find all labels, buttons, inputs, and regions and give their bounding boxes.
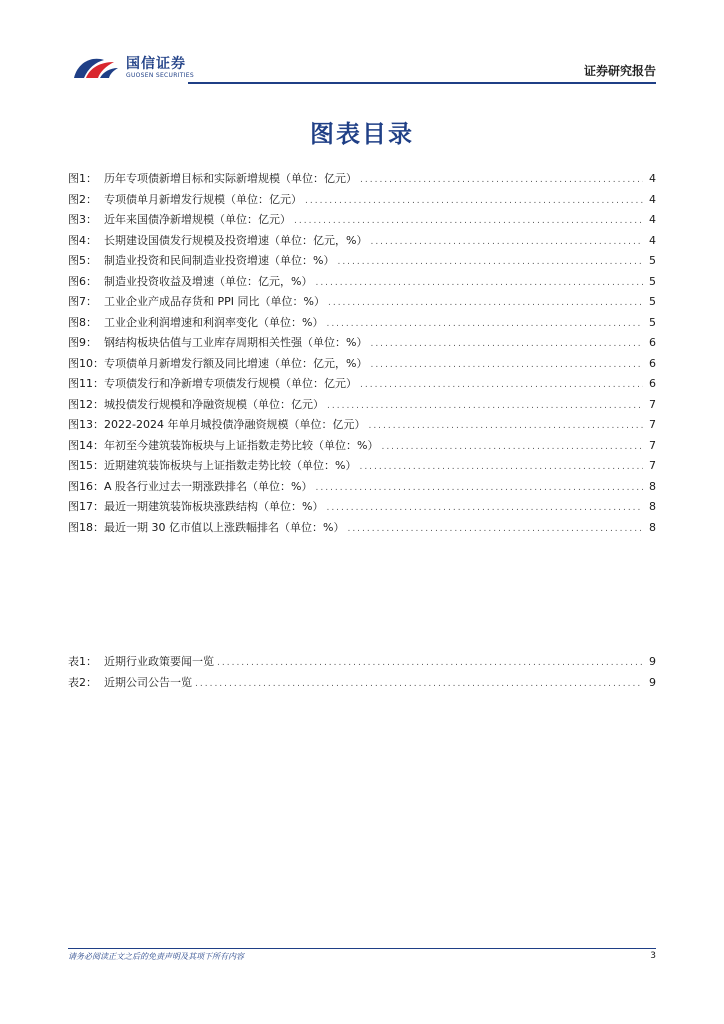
- toc-entry-page: 4: [649, 192, 656, 206]
- toc-entry-figure-8[interactable]: [68, 313, 656, 334]
- toc-entry-title: 钢结构板块估值与工业库存周期相关性强（单位：%）: [104, 336, 368, 349]
- toc-entry-title: 年初至今建筑装饰板块与上证指数走势比较（单位：%）: [104, 438, 379, 452]
- toc-entry-page: 5: [649, 254, 656, 267]
- dot-leader: [337, 252, 643, 273]
- header-divider: [188, 82, 656, 84]
- toc-entry-label: 图16：: [68, 479, 104, 493]
- disclaimer-note: 请务必阅读正文之后的免责声明及其项下所有内容: [68, 952, 244, 961]
- toc-entry-figure-6[interactable]: [68, 272, 656, 293]
- toc-entry-title: A 股各行业过去一期涨跌排名（单位：%）: [104, 479, 313, 493]
- dot-leader: [359, 457, 643, 478]
- dot-leader: [195, 674, 643, 695]
- toc-entry-figure-14[interactable]: [68, 436, 656, 457]
- toc-entry-table-1[interactable]: [68, 652, 656, 673]
- toc-entry-figure-7[interactable]: [68, 292, 656, 313]
- toc-entry-label: 图2：: [68, 192, 97, 206]
- toc-entry-figure-2[interactable]: [68, 190, 656, 211]
- toc-entry-page: 7: [649, 438, 656, 452]
- dot-leader: [315, 478, 643, 499]
- toc-entry-page: 6: [649, 377, 656, 390]
- toc-entry-title: 最近一期 30 亿市值以上涨跌幅排名（单位：%）: [104, 520, 345, 534]
- toc-entry-title: 制造业投资收益及增速（单位：亿元，%）: [104, 274, 313, 288]
- dot-leader: [315, 273, 643, 294]
- toc-entry-page: 5: [649, 274, 656, 288]
- toc-entry-figure-4[interactable]: [68, 231, 656, 252]
- report-type-label: 证券研究报告: [583, 64, 656, 78]
- toc-entry-page: 9: [649, 655, 656, 668]
- toc-entry-figure-18[interactable]: [68, 518, 656, 539]
- toc-entry-title: 城投债发行规模和净融资规模（单位：亿元）: [104, 397, 324, 411]
- toc-entry-label: 图11：: [68, 377, 104, 390]
- dot-leader: [326, 314, 643, 335]
- toc-entry-page: 8: [649, 500, 656, 513]
- footer-divider: [68, 948, 656, 949]
- toc-entry-title: 近期行业政策要闻一览: [104, 655, 214, 668]
- toc-entry-title: 最近一期建筑装饰板块涨跌结构（单位：%）: [104, 500, 324, 513]
- toc-entry-figure-13[interactable]: [68, 415, 656, 436]
- dot-leader: [327, 396, 643, 417]
- toc-entry-figure-3[interactable]: [68, 210, 656, 231]
- toc-entry-label: 图7：: [68, 295, 97, 308]
- toc-entry-figure-10[interactable]: [68, 354, 656, 375]
- toc-entry-label: 表1：: [68, 655, 97, 668]
- dot-leader: [360, 170, 643, 191]
- toc-entry-title: 专项债发行和净新增专项债发行规模（单位：亿元）: [104, 377, 357, 390]
- toc-entry-figure-12[interactable]: [68, 395, 656, 416]
- toc-entry-title: 专项债单月新增发行额及同比增速（单位：亿元，%）: [104, 356, 368, 370]
- guosen-logo-icon: [70, 52, 120, 82]
- toc-entry-title: 近年来国债净新增规模（单位：亿元）: [104, 213, 291, 226]
- toc-entry-label: 图10：: [68, 356, 104, 370]
- dot-leader: [370, 334, 643, 355]
- page-title: 图表目录: [310, 120, 414, 148]
- toc-entry-page: 9: [649, 675, 656, 689]
- toc-entry-figure-15[interactable]: [68, 456, 656, 477]
- toc-entry-page: 4: [649, 172, 656, 185]
- toc-entry-page: 5: [649, 315, 656, 329]
- toc-entry-page: 4: [649, 233, 656, 247]
- toc-entry-label: 图14：: [68, 438, 104, 452]
- dot-leader: [217, 653, 643, 674]
- toc-entry-page: 5: [649, 295, 656, 308]
- dot-leader: [381, 437, 643, 458]
- page-number: 3: [650, 951, 656, 961]
- logo-chinese-name: 国信证券: [126, 56, 186, 72]
- toc-entry-title: 近期建筑装饰板块与上证指数走势比较（单位：%）: [104, 459, 357, 472]
- dot-leader: [360, 375, 643, 396]
- toc-entry-figure-17[interactable]: [68, 497, 656, 518]
- toc-entry-title: 长期建设国债发行规模及投资增速（单位：亿元，%）: [104, 233, 368, 247]
- dot-leader: [294, 211, 643, 232]
- toc-entry-title: 工业企业利润增速和利润率变化（单位：%）: [104, 315, 324, 329]
- table-list: [68, 652, 656, 693]
- toc-entry-figure-11[interactable]: [68, 374, 656, 395]
- toc-entry-label: 图5：: [68, 254, 97, 267]
- toc-entry-figure-5[interactable]: [68, 251, 656, 272]
- toc-entry-title: 历年专项债新增目标和实际新增规模（单位：亿元）: [104, 172, 357, 185]
- dot-leader: [370, 232, 643, 253]
- toc-entry-figure-1[interactable]: [68, 169, 656, 190]
- dot-leader: [347, 519, 643, 540]
- toc-entry-label: 图3：: [68, 213, 97, 226]
- dot-leader: [326, 498, 643, 519]
- dot-leader: [370, 355, 643, 376]
- toc-entry-label: 图15：: [68, 459, 104, 472]
- toc-entry-label: 图12：: [68, 397, 104, 411]
- toc-entry-figure-9[interactable]: [68, 333, 656, 354]
- toc-entry-page: 8: [649, 520, 656, 534]
- toc-entry-title: 近期公司公告一览: [104, 675, 192, 689]
- toc-entry-title: 专项债单月新增发行规模（单位：亿元）: [104, 192, 302, 206]
- toc-entry-page: 7: [649, 418, 656, 431]
- toc-entry-label: 图6：: [68, 274, 97, 288]
- toc-entry-page: 8: [649, 479, 656, 493]
- toc-entry-label: 图8：: [68, 315, 97, 329]
- guosen-logo: [68, 50, 208, 84]
- dot-leader: [328, 293, 643, 314]
- toc-entry-page: 7: [649, 459, 656, 472]
- page-header: [68, 50, 656, 84]
- toc-entry-label: 图13：: [68, 418, 104, 431]
- toc-entry-label: 图4：: [68, 233, 97, 247]
- toc-entry-title: 工业企业产成品存货和 PPI 同比（单位：%）: [104, 295, 325, 308]
- toc-entry-figure-16[interactable]: [68, 477, 656, 498]
- dot-leader: [368, 416, 643, 437]
- figure-list: [68, 169, 656, 538]
- toc-entry-label: 图1：: [68, 172, 97, 185]
- toc-entry-page: 4: [649, 213, 656, 226]
- toc-entry-page: 6: [649, 336, 656, 349]
- toc-entry-label: 图17：: [68, 500, 104, 513]
- toc-entry-label: 图9：: [68, 336, 97, 349]
- toc-entry-title: 2022-2024 年单月城投债净融资规模（单位：亿元）: [104, 418, 366, 431]
- toc-entry-page: 6: [649, 356, 656, 370]
- toc-entry-label: 表2：: [68, 675, 97, 689]
- toc-entry-title: 制造业投资和民间制造业投资增速（单位：%）: [104, 254, 335, 267]
- logo-english-name: GUOSEN SECURITIES: [126, 72, 195, 79]
- toc-entry-page: 7: [649, 397, 656, 411]
- toc-entry-table-2[interactable]: [68, 673, 656, 694]
- dot-leader: [305, 191, 643, 212]
- toc-entry-label: 图18：: [68, 520, 104, 534]
